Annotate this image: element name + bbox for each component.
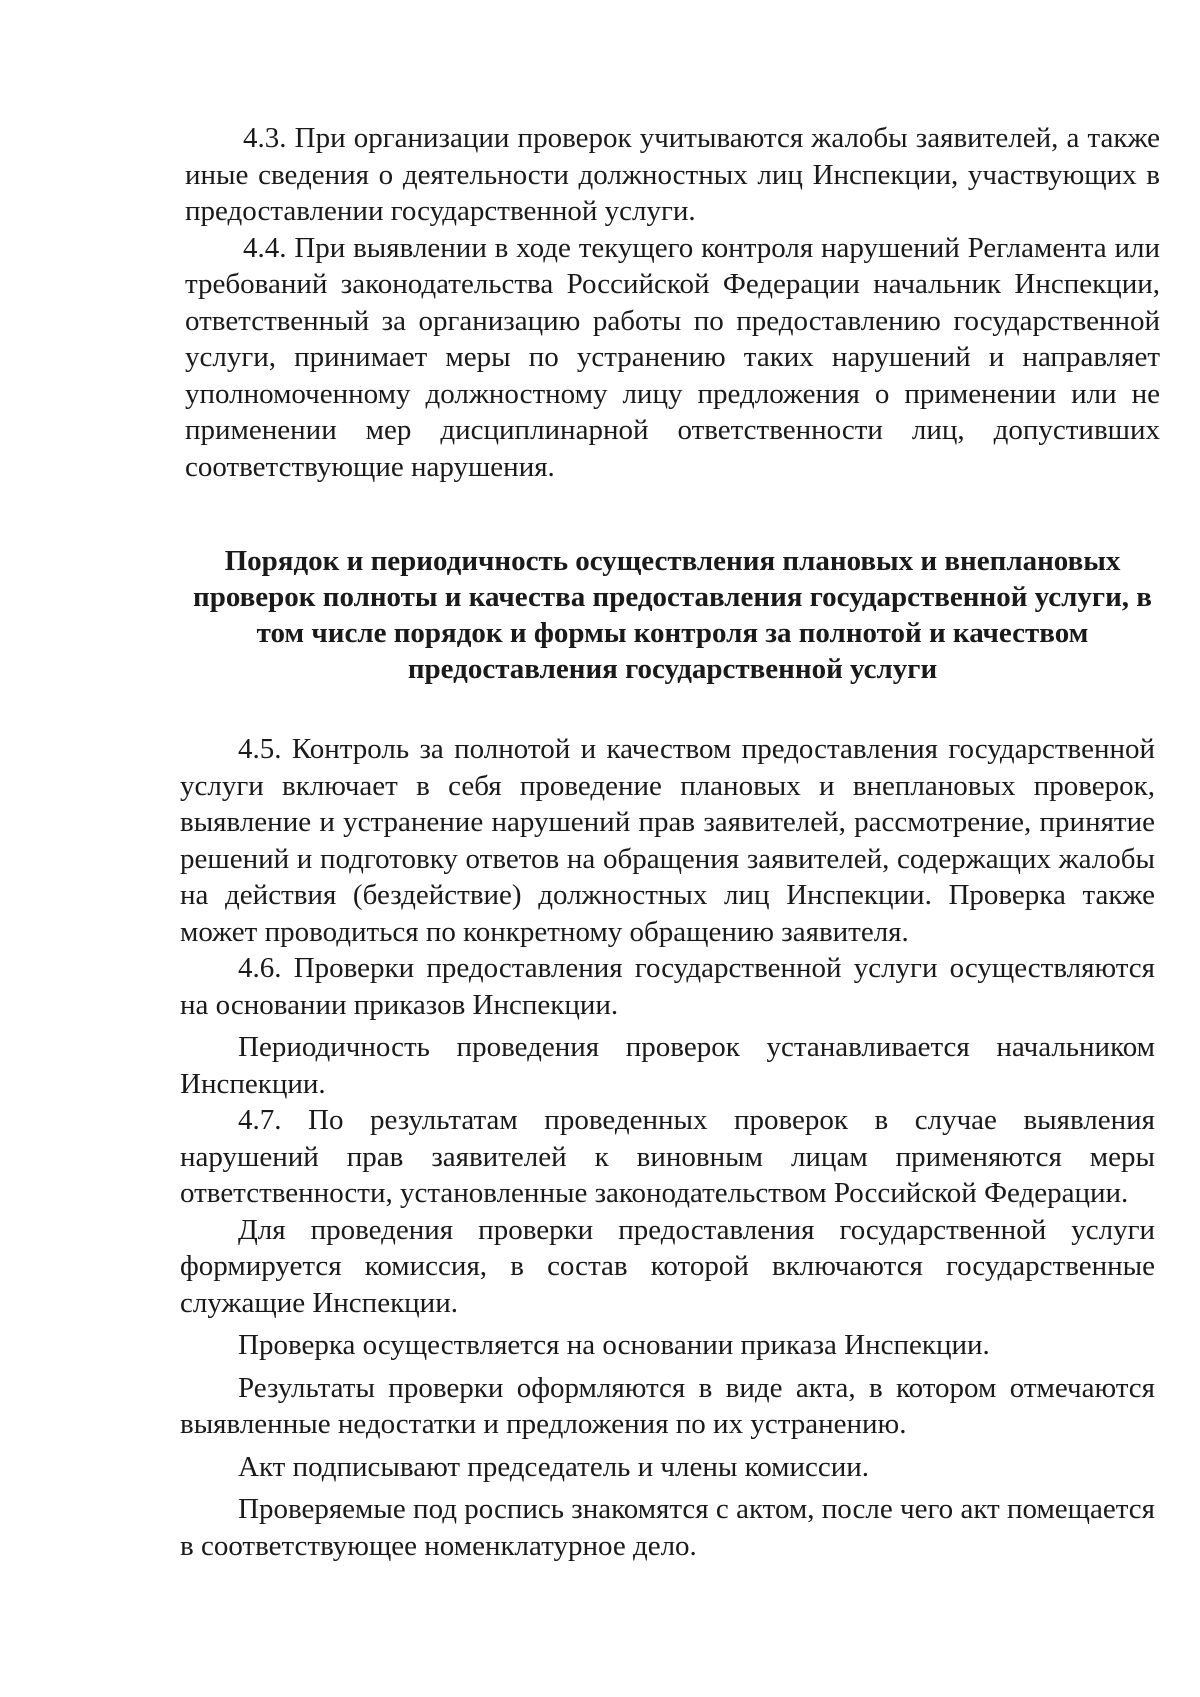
paragraph-act-signing: Акт подписывают председатель и члены комиссии.: [238, 1450, 870, 1483]
paragraph-act-results: Результаты проверки оформляются в виде акта, в котором отмечаются выявленные недостатки и предложения по их устранению.: [180, 1371, 1155, 1440]
paragraph-4-4: 4.4. При выявлении в ходе текущего контроля нарушений Регламента или требований законодательства Российской Федерации начальник Инспекции, ответственный за организацию работы по предоставлению государственной услуги, принимает меры по устранению таких нарушений и направляет уполномоченному должностному лицу предложения о применении или не применении мер дисциплинарной ответственности лиц, допустивших соответствующие нарушения.: [185, 231, 1160, 483]
section-heading: Порядок и периодичность осуществления плановых и внеплановых проверок полноты и качества предоставления государственной услуги, в том числе порядок и формы контроля за полнотой и качеством предоставления государственной услуги: [193, 545, 1152, 685]
paragraph-4-6: 4.6. Проверки предоставления государственной услуги осуществляются на основании приказов Инспекции.: [180, 952, 1155, 1021]
paragraph-periodicity: Периодичность проведения проверок устанавливается начальником Инспекции.: [180, 1031, 1155, 1100]
paragraph-order-basis: Проверка осуществляется на основании приказа Инспекции.: [238, 1329, 990, 1361]
paragraph-4-5: 4.5. Контроль за полнотой и качеством предоставления государственной услуги включает в себя проведение плановых и внеплановых проверок, выявление и устранение нарушений прав заявителей, рассмотрение, принятие решений и подготовку ответов на обращения заявителей, содержащих жалобы на действия (бездействие) должностных лиц Инспекции. Проверка также может проводиться по конкретному обращению заявителя.: [180, 733, 1155, 948]
paragraph-4-3: 4.3. При организации проверок учитываются жалобы заявителей, а также иные сведения о деятельности должностных лиц Инспекции, участвующих в предоставлении государственной услуги.: [185, 122, 1160, 227]
paragraph-4-7: 4.7. По результатам проведенных проверок в случае выявления нарушений прав заявителей к виновным лицам применяются меры ответственности, установленные законодательством Российской Федерации.: [180, 1104, 1155, 1209]
bottom-text-block: [180, 731, 1155, 1564]
paragraph-act-filing: Проверяемые под роспись знакомятся с актом, после чего акт помещается в соответствующее номенклатурное дело.: [180, 1493, 1155, 1562]
paragraph-commission: Для проведения проверки предоставления государственной услуги формируется комиссия, в состав которой включаются государственные служащие Инспекции.: [180, 1213, 1155, 1319]
top-text-block: [185, 120, 1160, 485]
